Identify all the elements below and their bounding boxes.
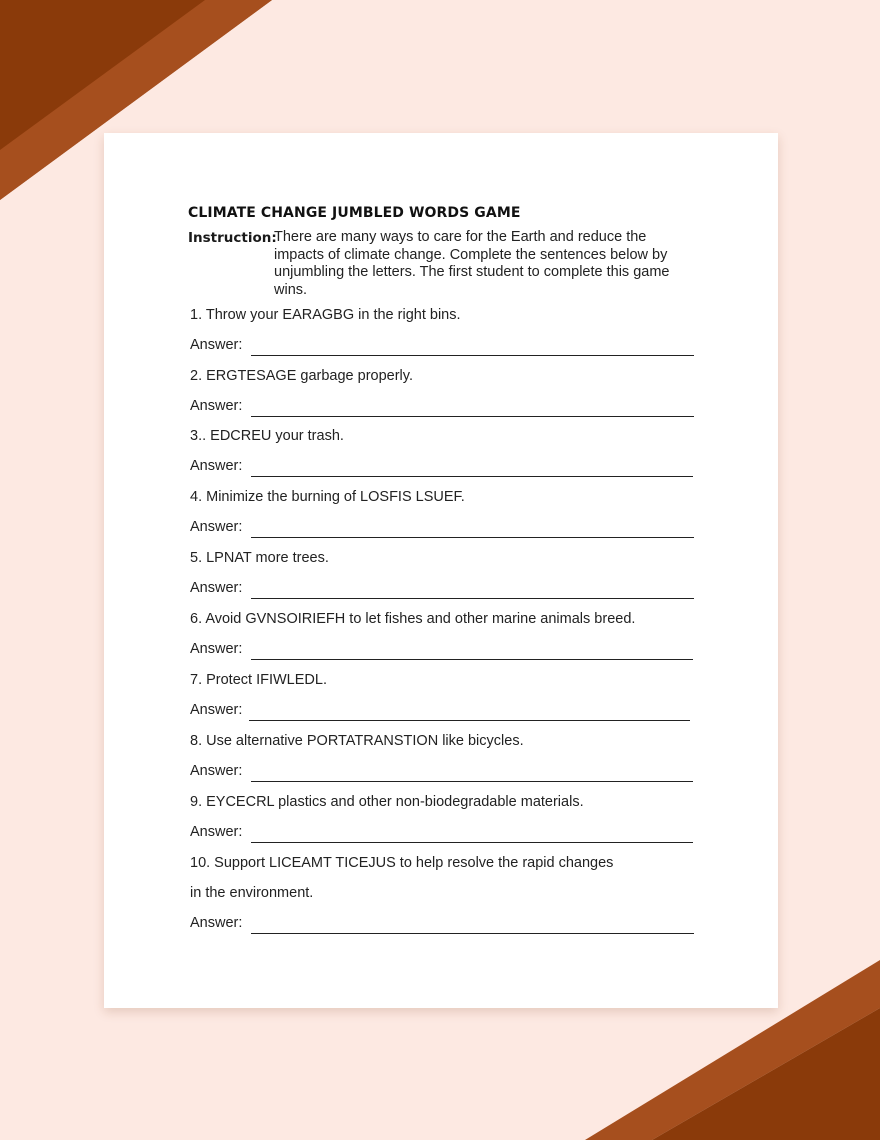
answer-label: Answer: xyxy=(190,398,243,414)
worksheet-title: CLIMATE CHANGE JUMBLED WORDS GAME xyxy=(188,205,521,221)
question-9: 9. EYCECRL plastics and other non-biodegradable materials. xyxy=(190,794,584,810)
answer-line-1[interactable] xyxy=(251,355,694,356)
answer-label: Answer: xyxy=(190,337,243,353)
question-10: 10. Support LICEAMT TICEJUS to help resolve the rapid changes xyxy=(190,855,614,871)
answer-line-3[interactable] xyxy=(251,476,693,477)
answer-label: Answer: xyxy=(190,580,243,596)
answer-label: Answer: xyxy=(190,824,243,840)
answer-label: Answer: xyxy=(190,458,243,474)
question-1: 1. Throw your EARAGBG in the right bins. xyxy=(190,307,461,323)
answer-line-6[interactable] xyxy=(251,659,693,660)
question-7: 7. Protect IFIWLEDL. xyxy=(190,672,327,688)
question-8: 8. Use alternative PORTATRANSTION like bicycles. xyxy=(190,733,524,749)
question-10-continued: in the environment. xyxy=(190,885,314,901)
answer-line-9[interactable] xyxy=(251,842,693,843)
question-6: 6. Avoid GVNSOIRIEFH to let fishes and other marine animals breed. xyxy=(190,611,636,627)
worksheet-page xyxy=(104,133,778,1008)
answer-line-8[interactable] xyxy=(251,781,693,782)
answer-label: Answer: xyxy=(190,763,243,779)
answer-line-5[interactable] xyxy=(251,598,694,599)
instruction-label: Instruction: xyxy=(188,230,277,246)
answer-line-4[interactable] xyxy=(251,537,694,538)
answer-line-10[interactable] xyxy=(251,933,694,934)
question-3: 3.. EDCREU your trash. xyxy=(190,428,344,444)
question-5: 5. LPNAT more trees. xyxy=(190,550,329,566)
answer-line-7[interactable] xyxy=(249,720,690,721)
answer-line-2[interactable] xyxy=(251,416,694,417)
instruction-text: There are many ways to care for the Earth and reduce the impacts of climate change. Complete the sentences below by unjumbling the letters. The first student to complete this game wins. xyxy=(274,229,670,298)
answer-label: Answer: xyxy=(190,519,243,535)
answer-label: Answer: xyxy=(190,641,243,657)
question-4: 4. Minimize the burning of LOSFIS LSUEF. xyxy=(190,489,465,505)
answer-label: Answer: xyxy=(190,915,243,931)
question-2: 2. ERGTESAGE garbage properly. xyxy=(190,368,413,384)
answer-label: Answer: xyxy=(190,702,243,718)
